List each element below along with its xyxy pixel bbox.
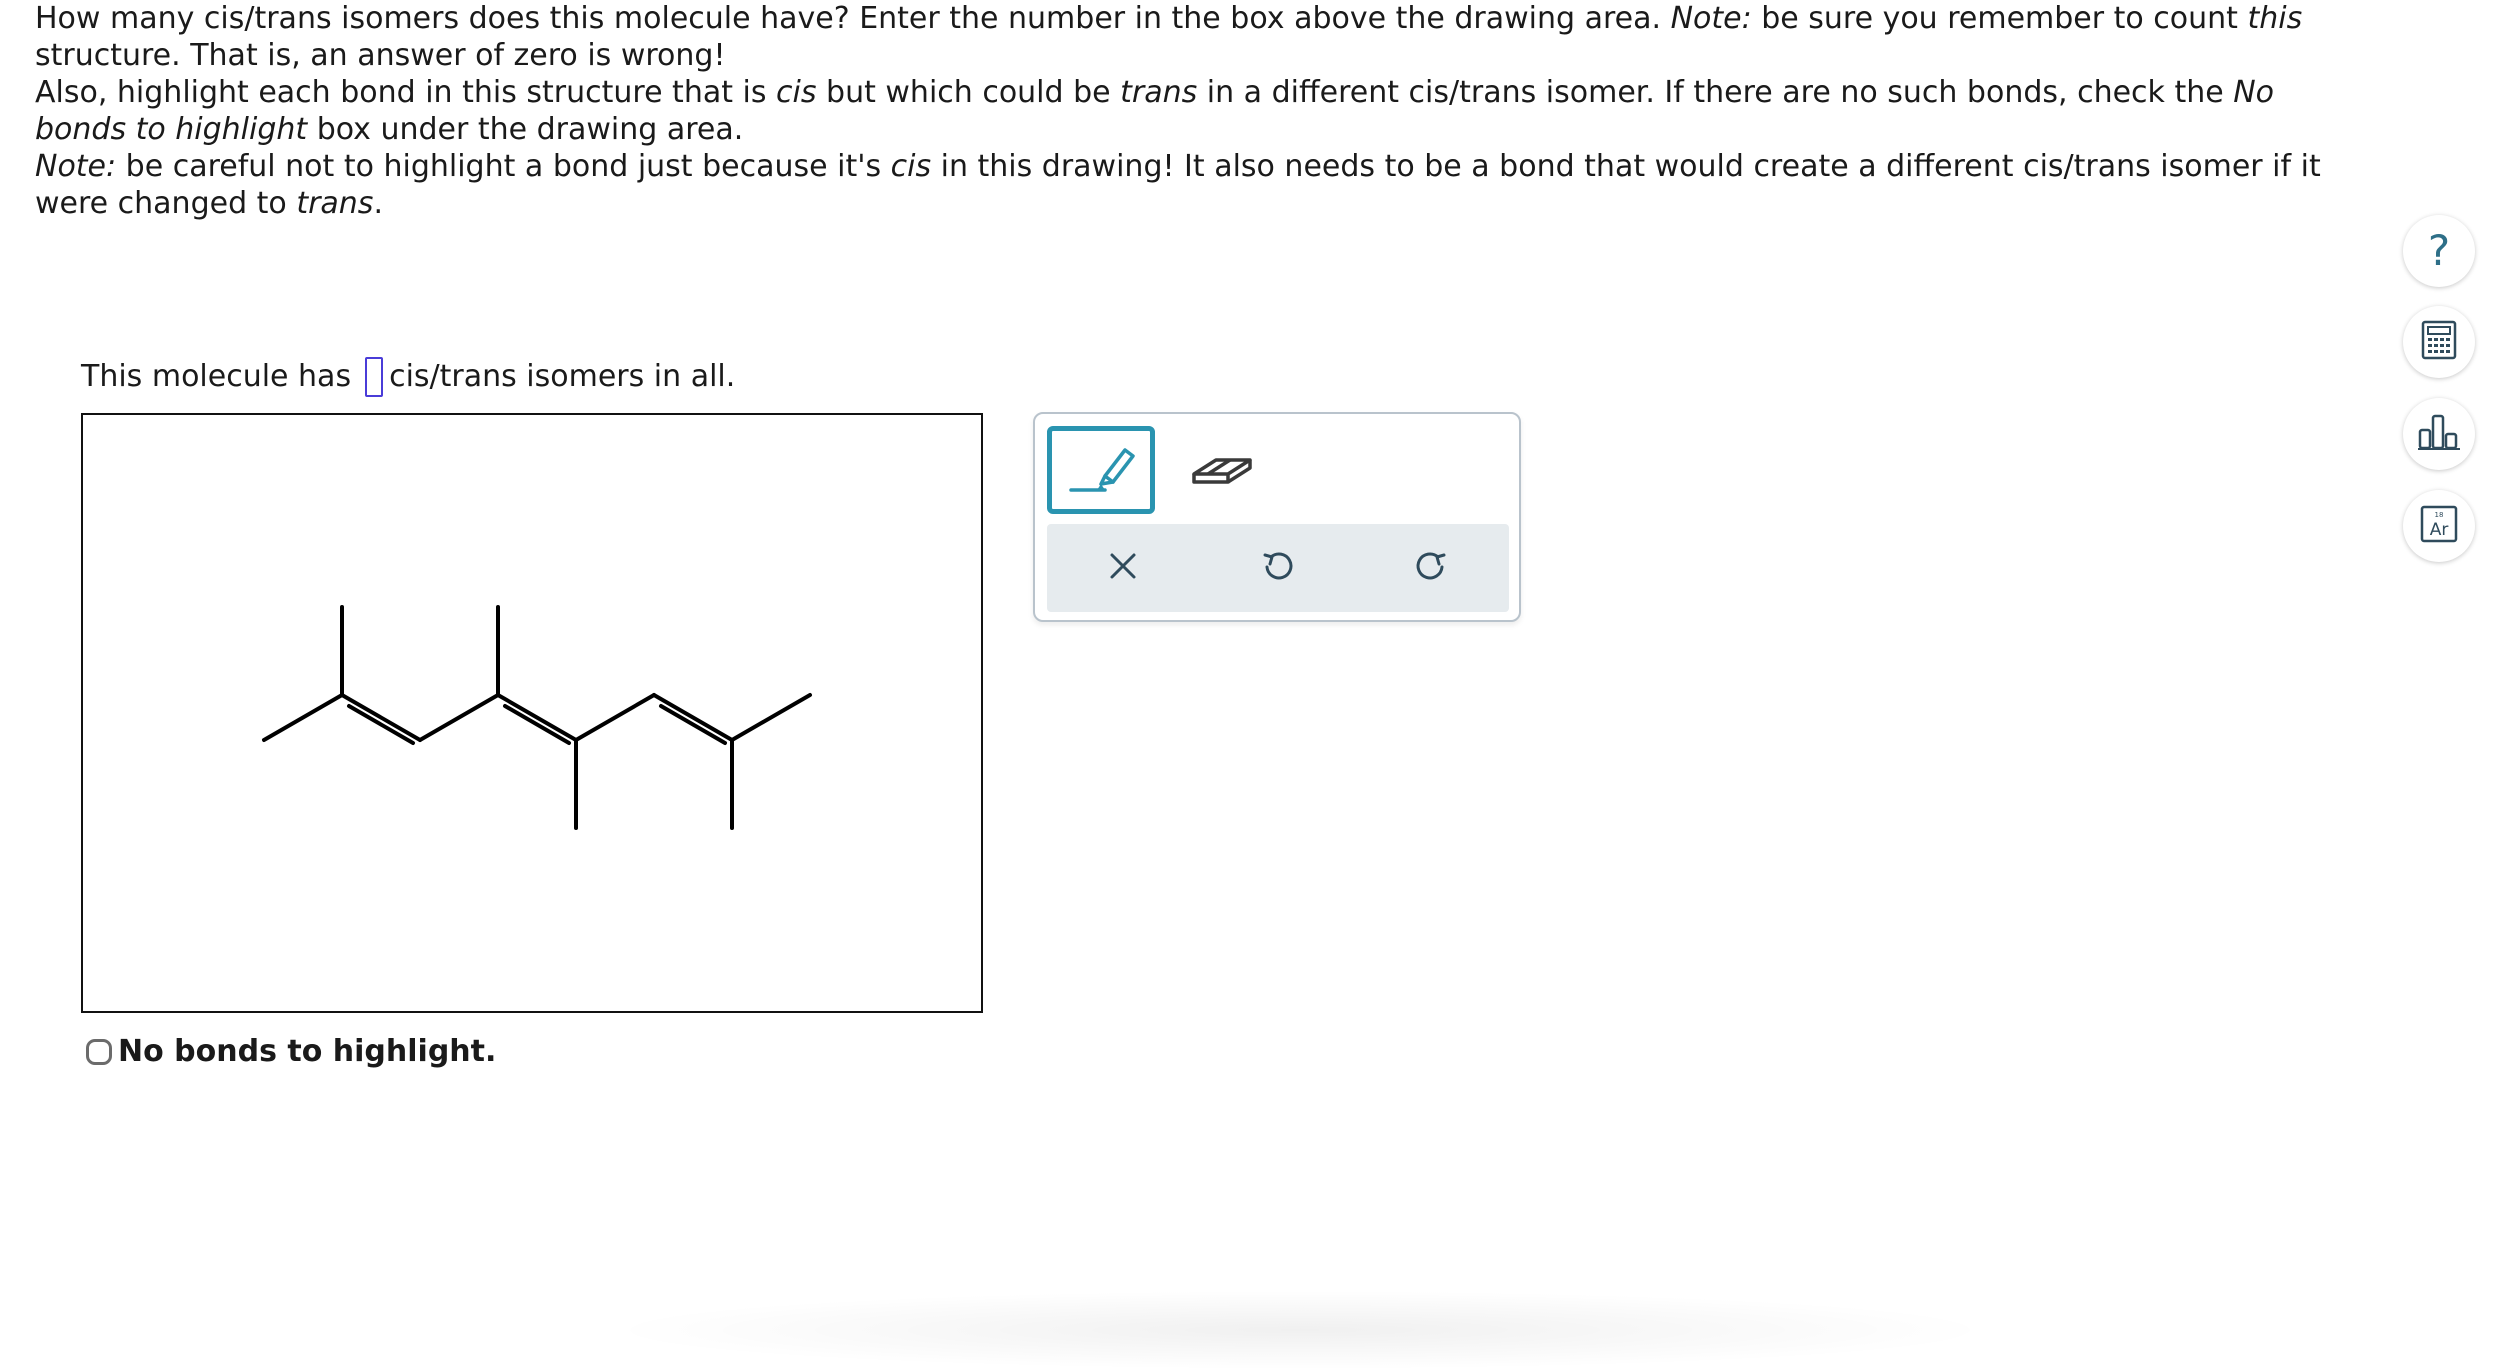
p3-segment-2: cis [890, 149, 932, 184]
p3-segment-0: Note: [35, 149, 117, 184]
help-icon: ? [2427, 226, 2451, 275]
bond-c1-c2[interactable] [264, 695, 342, 740]
periodic-table-button[interactable] [2403, 490, 2475, 562]
help-button[interactable] [2403, 215, 2475, 287]
calculator-button[interactable] [2403, 306, 2475, 378]
p3-segment-1: be careful not to highlight a bond just because it's [116, 149, 891, 184]
drawing-toolbar [1033, 412, 1521, 622]
double-bond-c4-c5-inner[interactable] [505, 706, 569, 743]
instruction-paragraph-2 [35, 74, 2335, 148]
p3-segment-5: . [373, 186, 383, 221]
checkbox-box[interactable] [86, 1039, 112, 1065]
p2-segment-6: box under the drawing area. [307, 112, 744, 147]
drawing-area[interactable] [81, 413, 983, 1013]
answer-suffix: cis/trans isomers in all. [389, 359, 736, 394]
bond-c5-c6[interactable] [576, 695, 654, 740]
redo-button[interactable] [1401, 538, 1461, 598]
instruction-paragraph-1 [35, 0, 2335, 74]
redo-icon [1414, 549, 1448, 587]
clear-button[interactable] [1093, 538, 1153, 598]
highlight-tool-button[interactable] [1047, 426, 1155, 514]
double-bond-c6-c7-inner[interactable] [661, 706, 725, 743]
p1-segment-1: Note: [1670, 1, 1752, 36]
calculator-icon [2420, 320, 2458, 364]
molecule-structure[interactable] [83, 415, 981, 1011]
periodic-table-icon [2419, 504, 2459, 548]
question-text [35, 0, 2335, 222]
data-button[interactable] [2403, 398, 2475, 470]
undo-button[interactable] [1248, 538, 1308, 598]
no-bonds-label: No bonds to highlight. [118, 1034, 497, 1069]
bottom-shadow [600, 1290, 2000, 1370]
eraser-icon [1186, 442, 1256, 496]
instruction-paragraph-3 [35, 148, 2335, 222]
p2-segment-1: cis [776, 75, 817, 110]
eraser-tool-button[interactable] [1181, 434, 1261, 504]
double-bond-c4-c5[interactable] [498, 695, 576, 740]
bond-c7-c8[interactable] [732, 695, 810, 740]
p3-segment-4: trans [296, 186, 374, 221]
isomer-count-input[interactable] [365, 357, 383, 397]
no-bonds-checkbox[interactable] [86, 1034, 496, 1069]
answer-prefix: This molecule has [81, 359, 352, 394]
double-bond-c2-c3[interactable] [342, 695, 420, 740]
double-bond-c2-c3-inner[interactable] [349, 706, 413, 743]
p2-segment-0: Also, highlight each bond in this structure that is [35, 75, 777, 110]
svg-text:Ar: Ar [2429, 520, 2449, 540]
answer-sentence [81, 357, 735, 397]
action-bar [1047, 524, 1509, 612]
close-icon [1108, 551, 1138, 585]
p2-segment-3: trans [1120, 75, 1198, 110]
p1-segment-3: this [2247, 1, 2303, 36]
p1-segment-0: How many cis/trans isomers does this molecule have? Enter the number in the box above the drawing area. [35, 1, 1671, 36]
highlighter-icon [1061, 438, 1141, 502]
double-bond-c6-c7[interactable] [654, 695, 732, 740]
p1-segment-4: structure. That is, an answer of zero is wrong! [35, 38, 726, 73]
bond-c3-c4[interactable] [420, 695, 498, 740]
p3-segment-3: in this drawing! It also needs to be a bond that would create a different cis/trans isomer if it were changed to [35, 149, 2321, 221]
svg-text:18: 18 [2434, 511, 2444, 519]
p2-segment-2: but which could be [816, 75, 1121, 110]
undo-icon [1261, 549, 1295, 587]
p1-segment-2: be sure you remember to count [1751, 1, 2248, 36]
p2-segment-5: No bonds to highlight [35, 75, 2275, 147]
bar-chart-icon [2417, 412, 2461, 456]
p2-segment-4: in a different cis/trans isomer. If there are no such bonds, check the [1197, 75, 2234, 110]
